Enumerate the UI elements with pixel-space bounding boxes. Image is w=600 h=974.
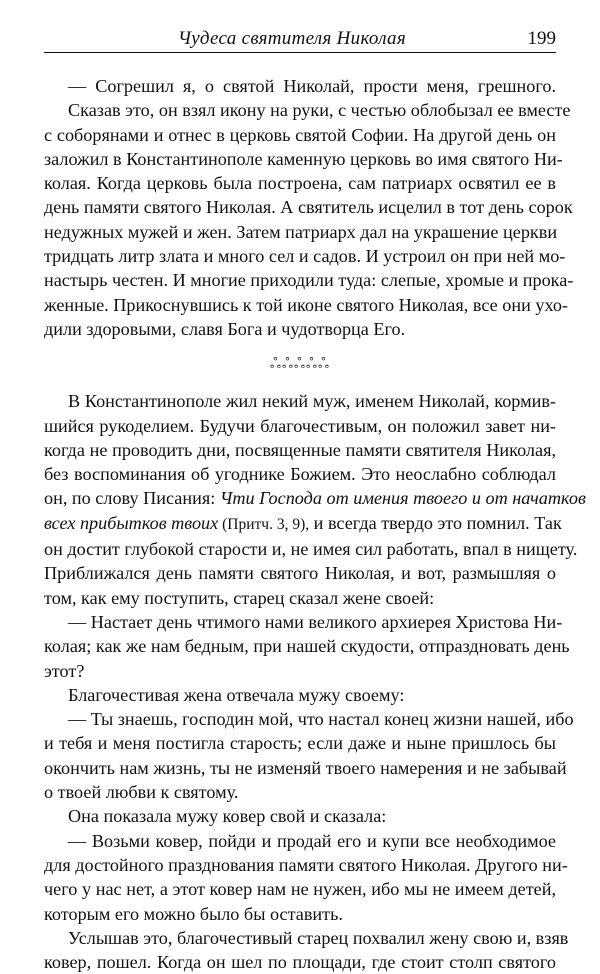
text-run: и всегда твердо это помнил. Так [309, 512, 562, 533]
text-line: — Настает день чтимого нами великого архиерея Христова Ни- [68, 611, 563, 632]
text-line: чего у нас нет, а этот ковер нам не нужен, ибо мы не имеем детей, [44, 879, 556, 900]
text-line: Она показала мужу ковер свой и сказала: [68, 806, 387, 827]
text-line: о твоей любви к святому. [44, 782, 239, 803]
text-line-with-citation [44, 511, 562, 537]
text-line: — Ты знаешь, господин мой, что настал конец жизни нашей, ибо [68, 709, 574, 730]
text-line: женные. Прикоснувшись к той иконе святого Николая, все они ухо- [44, 294, 568, 315]
text-line: недужных мужей и жен. Затем патриарх дал на украшение церкви [44, 221, 558, 242]
text-line: заложил в Константинополе каменную церковь во имя святого Ни- [44, 148, 563, 169]
text-line: Благочестивая жена отвечала мужу своему: [68, 684, 405, 705]
scripture-quote: Чти Господа от имения твоего и от начатков [219, 488, 586, 509]
text-line: тридцать литр злата и много сел и садов. И устроил он при ней мо- [44, 246, 566, 267]
header-rule [44, 52, 556, 53]
body-text [44, 74, 586, 974]
text-line: окончить нам жизнь, ты не изменяй твоего намерения и не забывай [44, 757, 567, 778]
text-line: дили здоровыми, славя Бога и чудотворца Его. [44, 318, 406, 339]
text-line: этот? [44, 660, 85, 681]
text-line: он достит глубокой старости и, не имея сил работать, впал в нищету. [44, 539, 578, 560]
text-line: настырь честен. И многие приходили туда: слепые, хромые и прока- [44, 270, 574, 291]
text-line-with-quote [44, 486, 586, 510]
text-line: когда не проводить дни, посвященные памяти святителя Николая, [44, 439, 556, 460]
scripture-citation: (Притч. 3, 9), [218, 515, 310, 533]
running-head [44, 26, 556, 52]
text-line: и тебя и меня постигла старость; если даже и ныне пришлось бы [44, 733, 556, 754]
text-line: — Возьми ковер, пойди и продай его и купи все необходимое [68, 830, 556, 851]
section-ornament: ஃஃஃஃஃ [270, 357, 330, 373]
text-line: — Согрешил я, о святой Николай, прости меня, грешного. [68, 76, 556, 96]
text-line: для достойного празднования памяти святого Николая. Другого ни- [44, 854, 568, 875]
text-line: ковер, пошел. Когда он шел по площади, где стоит столп святого [44, 952, 556, 973]
text-line: с соборянами и отнес в церковь святой Софии. На другой день он [44, 124, 556, 145]
text-line: шийся рукоделием. Будучи благочестивым, он положил завет ни- [44, 415, 556, 436]
running-title: Чудеса святителя Николая [177, 28, 406, 49]
text-line: колая. Когда церковь была построена, сам патриарх освятил ее в [44, 173, 556, 194]
text-line: которым его можно было бы оставить. [44, 903, 343, 924]
text-line: Приближался день памяти святого Николая, и вот, размышляя о [44, 563, 556, 584]
text-run: он, по слову Писания: [44, 488, 220, 509]
scripture-quote: всех прибытков твоих [44, 512, 219, 533]
text-line: колая; как же нам бедным, при нашей скудости, отпраздновать день [44, 636, 570, 657]
text-line: без воспоминания об угоднике Божием. Это неослабно соблюдал [44, 464, 556, 485]
text-line: день памяти святого Николая. А святитель исцелил в тот день сорок [44, 197, 573, 218]
page-number: 199 [527, 28, 556, 49]
text-line: Услышав это, благочестивый старец похвалил жену свою и, взяв [68, 927, 569, 948]
text-line: том, как ему поступить, старец сказал жене своей: [44, 587, 435, 608]
text-line: Сказав это, он взял икону на руки, с честью облобызал ее вместе [68, 100, 571, 121]
text-line: В Константинополе жил некий муж, именем Николай, кормив- [68, 391, 556, 412]
